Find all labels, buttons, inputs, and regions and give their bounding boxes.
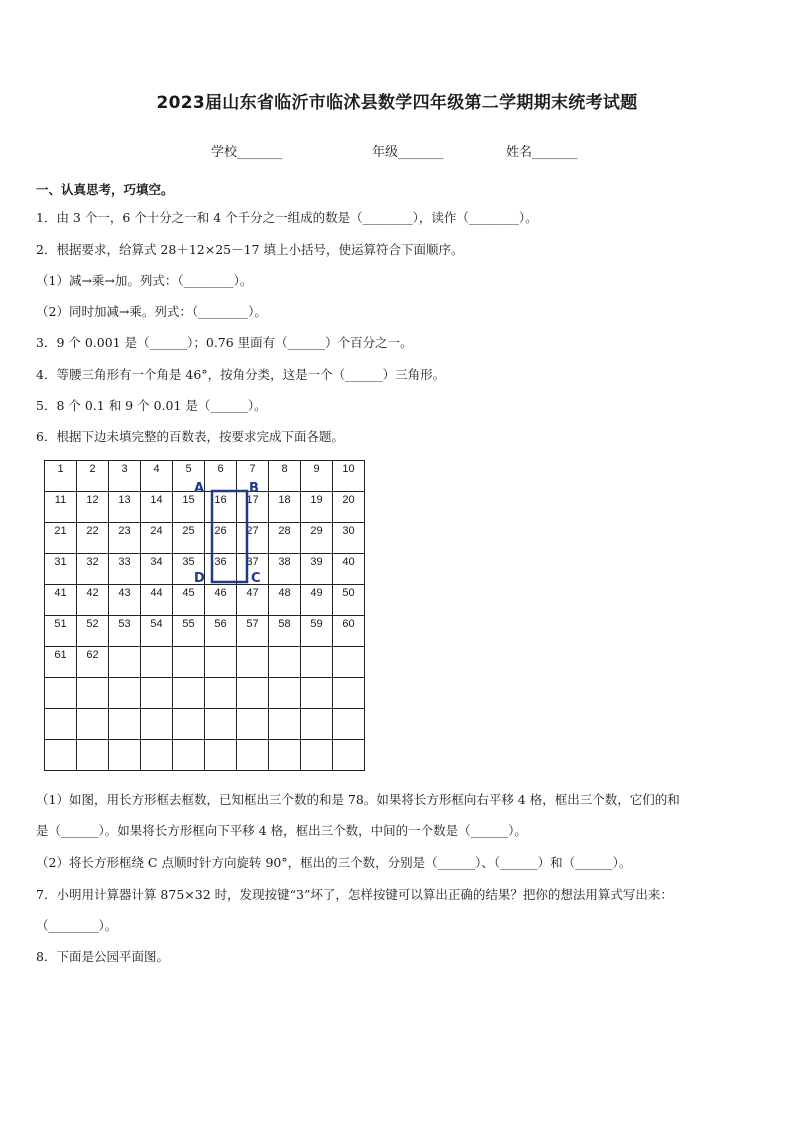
table-cell (205, 709, 237, 740)
table-cell (77, 678, 109, 709)
table-cell: 57 (237, 616, 269, 647)
table-cell: 33 (109, 554, 141, 585)
table-cell: 23 (109, 523, 141, 554)
table-cell: 20 (333, 492, 365, 523)
table-cell (333, 647, 365, 678)
table-row (45, 678, 365, 709)
question-2-part-1: （1）减→乘→加。列式：（________）。 (36, 273, 253, 288)
table-cell (269, 678, 301, 709)
table-cell: 18 (269, 492, 301, 523)
frame-label-c: C (251, 571, 261, 586)
name-field: 姓名_______ (506, 145, 578, 160)
table-cell: 7 (237, 461, 269, 492)
table-cell: 9 (301, 461, 333, 492)
table-cell (237, 740, 269, 771)
table-cell: 11 (45, 492, 77, 523)
school-field: 学校_______ (211, 145, 283, 160)
table-cell: 38 (269, 554, 301, 585)
table-cell: 58 (269, 616, 301, 647)
table-cell: 25 (173, 523, 205, 554)
frame-label-d: D (194, 571, 205, 586)
question-7-answer: （________）。 (36, 918, 118, 933)
frame-label-b: B (249, 481, 259, 496)
grade-field: 年级_______ (372, 145, 444, 160)
table-row (45, 647, 365, 678)
table-cell: 40 (333, 554, 365, 585)
table-cell: 3 (109, 461, 141, 492)
question-6: 6．根据下边未填完整的百数表，按要求完成下面各题。 (36, 429, 344, 444)
table-cell (237, 678, 269, 709)
table-cell (237, 647, 269, 678)
table-row (45, 709, 365, 740)
table-cell (205, 678, 237, 709)
table-cell: 55 (173, 616, 205, 647)
table-cell (109, 647, 141, 678)
question-2: 2．根据要求，给算式 28＋12×25－17 填上小括号，使运算符合下面顺序。 (36, 242, 464, 257)
table-cell: 4 (141, 461, 173, 492)
table-cell (45, 709, 77, 740)
table-cell (173, 709, 205, 740)
table-cell: 30 (333, 523, 365, 554)
table-cell: 62 (77, 647, 109, 678)
table-cell: 61 (45, 647, 77, 678)
table-cell (301, 740, 333, 771)
table-cell: 22 (77, 523, 109, 554)
table-cell (141, 740, 173, 771)
table-cell: 1 (45, 461, 77, 492)
table-row (45, 523, 365, 554)
table-row (45, 616, 365, 647)
table-cell: 26 (205, 523, 237, 554)
question-7: 7．小明用计算器计算 875×32 时，发现按键“3”坏了，怎样按键可以算出正确的结果？把你的想法用算式写出来： (36, 887, 673, 902)
table-cell: 37 (237, 554, 269, 585)
question-1: 1．由 3 个一，6 个十分之一和 4 个千分之一组成的数是（________），读作（________）。 (36, 210, 538, 225)
table-cell: 48 (269, 585, 301, 616)
table-cell: 32 (77, 554, 109, 585)
table-cell: 43 (109, 585, 141, 616)
table-cell (269, 647, 301, 678)
table-cell: 12 (77, 492, 109, 523)
table-cell: 41 (45, 585, 77, 616)
table-cell: 42 (77, 585, 109, 616)
table-cell: 35 (173, 554, 205, 585)
table-cell: 50 (333, 585, 365, 616)
table-cell: 24 (141, 523, 173, 554)
table-row (45, 492, 365, 523)
table-cell (333, 740, 365, 771)
question-6-part-2: （2）将长方形框绕 C 点顺时针方向旋转 90°，框出的三个数，分别是（______）、（______）和（______）。 (36, 855, 632, 870)
table-cell: 47 (237, 585, 269, 616)
table-cell: 31 (45, 554, 77, 585)
table-cell (301, 647, 333, 678)
table-cell (205, 647, 237, 678)
table-cell: 56 (205, 616, 237, 647)
table-cell (141, 678, 173, 709)
question-2-part-2: （2）同时加减→乘。列式：（________）。 (36, 304, 267, 319)
table-cell: 2 (77, 461, 109, 492)
table-cell: 34 (141, 554, 173, 585)
table-cell (237, 709, 269, 740)
table-cell (173, 647, 205, 678)
table-cell: 36 (205, 554, 237, 585)
table-cell: 59 (301, 616, 333, 647)
table-cell: 51 (45, 616, 77, 647)
table-cell (301, 709, 333, 740)
table-cell: 16 (205, 492, 237, 523)
table-cell: 45 (173, 585, 205, 616)
table-cell (45, 740, 77, 771)
frame-label-a: A (194, 481, 205, 496)
table-cell (77, 740, 109, 771)
table-cell (45, 678, 77, 709)
table-cell: 21 (45, 523, 77, 554)
table-cell: 10 (333, 461, 365, 492)
table-cell: 6 (205, 461, 237, 492)
question-5: 5．8 个 0.1 和 9 个 0.01 是（______）。 (36, 398, 267, 413)
table-cell (141, 647, 173, 678)
table-cell: 52 (77, 616, 109, 647)
hundred-table (44, 460, 365, 771)
table-cell: 29 (301, 523, 333, 554)
table-cell (173, 740, 205, 771)
question-6-part-1-cont: 是（______）。如果将长方形框向下平移 4 格，框出三个数，中间的一个数是（______）。 (36, 823, 527, 838)
table-cell: 28 (269, 523, 301, 554)
table-cell: 15 (173, 492, 205, 523)
table-cell: 60 (333, 616, 365, 647)
table-row (45, 740, 365, 771)
table-cell: 17 (237, 492, 269, 523)
page-title: 2023届山东省临沂市临沭县数学四年级第二学期期末统考试题 (156, 93, 638, 113)
section-heading: 一、认真思考，巧填空。 (36, 182, 174, 197)
table-cell (301, 678, 333, 709)
table-cell: 13 (109, 492, 141, 523)
table-cell (269, 740, 301, 771)
question-3: 3．9 个 0.001 是（______）；0.76 里面有（______）个百分之一。 (36, 335, 413, 350)
table-cell (109, 709, 141, 740)
table-cell (109, 740, 141, 771)
question-4: 4．等腰三角形有一个角是 46°，按角分类，这是一个（______）三角形。 (36, 367, 446, 382)
table-cell: 49 (301, 585, 333, 616)
question-8: 8．下面是公园平面图。 (36, 949, 169, 964)
table-cell: 54 (141, 616, 173, 647)
question-6-part-1: （1）如图，用长方形框去框数，已知框出三个数的和是 78。如果将长方形框向右平移 4 格，框出三个数，它们的和 (36, 792, 680, 807)
table-cell (109, 678, 141, 709)
table-cell: 5 (173, 461, 205, 492)
table-cell: 44 (141, 585, 173, 616)
table-cell (269, 709, 301, 740)
table-row (45, 461, 365, 492)
table-cell (333, 678, 365, 709)
table-cell (77, 709, 109, 740)
table-cell (141, 709, 173, 740)
table-cell: 8 (269, 461, 301, 492)
table-row (45, 585, 365, 616)
table-cell (333, 709, 365, 740)
table-cell: 27 (237, 523, 269, 554)
table-cell: 14 (141, 492, 173, 523)
table-cell: 53 (109, 616, 141, 647)
table-cell (205, 740, 237, 771)
table-cell: 19 (301, 492, 333, 523)
table-cell (173, 678, 205, 709)
table-cell: 39 (301, 554, 333, 585)
table-cell: 46 (205, 585, 237, 616)
